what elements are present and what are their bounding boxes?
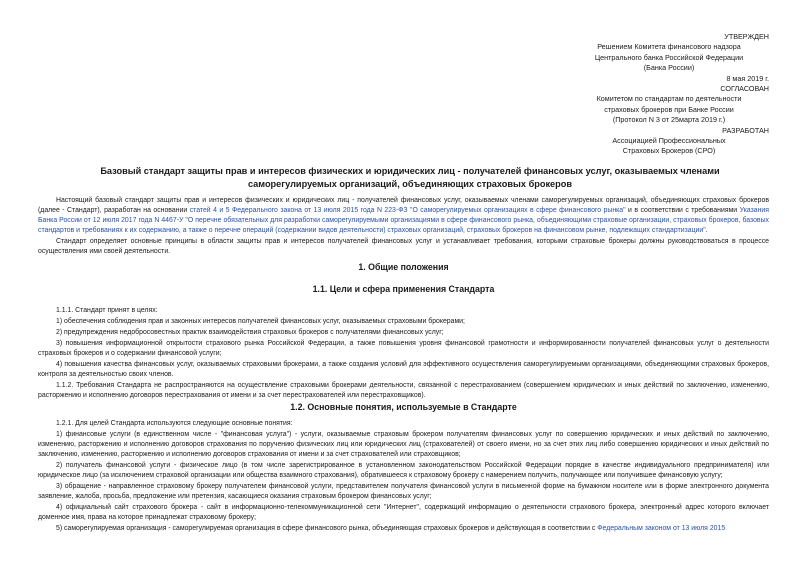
document-title: Базовый стандарт защиты прав и интересов физических и юридических лиц - получателей финансовых услуг, оказываемых членами саморегулируемых организаций, объединяющих страховых брокеров [100,166,720,189]
list-item: 1.1.1. Стандарт принят в целях: [56,306,158,314]
subsection-heading: 1.1. Цели и сфера применения Стандарта [312,283,495,294]
approval-line: страховых брокеров при Банке России [604,104,734,114]
subsection-heading: 1.2. Основные понятия, используемые в Стандарте [290,401,517,412]
approval-line: (Протокол N 3 от 25марта 2019 г.) [612,115,726,125]
approval-line: Центрального банка Российской Федерации [594,52,744,62]
approval-line: Решением Комитета финансового надзора [597,42,741,52]
list-item: 1) финансовые услуги (в единственном числе - "финансовая услуга") - услуги, оказываемые страховым брокером получателям финансовых услуг по совершению юридических и иных действий по заключению, изменению, расторжению и исполнению договоров страхования по поручению физических лиц или юридических лиц (страхователей) от своего имени, но за счет этих лиц либо совершению юридических и иных действий по заключению, изменению, расторжению и исполнению договоров страхования от имени и за счет страхователей или страховщиков; [38,431,769,458]
document-body [38,196,769,535]
list-item: 1.2.1. Для целей Стандарта используются следующие основные понятия: [56,419,293,427]
approval-line: 8 мая 2019 г. [726,73,769,83]
intro-text: Настоящий базовый стандарт защиты прав и интересов физических и юридических лиц - получателей финансовых услуг, оказываемых членами саморегулируемых организаций, объединяющих страховых брокеров (далее - Стандарт), разработан на основании [38,197,769,214]
list-item: 2) предупреждения недобросовестных практик взаимодействия страховых брокеров с получателями финансовых услуг; [56,328,444,336]
intro-text: и в соответствии с требованиями [625,206,740,214]
approval-line: Ассоциацией Профессиональных [612,136,726,146]
list-item [38,524,769,534]
law-link[interactable]: статей 4 и 5 Федерального закона от 13 июля 2015 года N 223-ФЗ "О саморегулируемых организациях в сфере финансового рынка" [189,206,626,214]
list-item: 3) повышения информационной открытости страхового рынка Российской Федерации, а также повышения уровня финансовой грамотности и информированности получателей финансовых услуг о деятельности страховых брокеров и о содержании финансовой услуги; [38,339,769,357]
approval-line: СОГЛАСОВАН [720,84,769,94]
approval-line: Комитетом по стандартам по деятельности [596,94,742,104]
intro-paragraph [38,196,769,236]
approval-line: УТВЕРЖДЕН [724,32,769,41]
approval-line: (Банка России) [643,63,695,73]
list-item-text: 5) саморегулируемая организация - саморегулируемая организация в сфере финансового рынка, объединяющая страховых брокеров и действующая в соответствии с [56,524,598,532]
list-item: 4) официальный сайт страхового брокера - сайт в информационно-телекоммуникационной сети "Интернет", содержащий информацию о деятельности страхового брокера, электронный адрес которого включает доменное имя, права на которое принадлежат страховому брокеру; [38,503,769,521]
approval-line: Страховых Брокеров (СРО) [622,146,716,156]
federal-law-link[interactable]: Федеральным законом от 13 июля 2015 [597,524,726,532]
list-item: 2) получатель финансовой услуги - физическое лицо (в том числе зарегистрированное в установленном законодательством Российской Федерации порядке в качестве индивидуального предпринимателя) или юридическое лицо (за исключением страховой организации или общества взаимного страхования), обратившееся к страховому брокеру с намерением получить, получающее или получившее финансовую услугу; [38,461,769,479]
intro-paragraph: Стандарт определяет основные принципы в области защиты прав и интересов получателей финансовых услуг и устанавливает требования, которыми страховые брокеры должны руководствоваться в процессе осуществления ими своей деятельности. [38,237,769,255]
approval-line: РАЗРАБОТАН [722,125,769,135]
list-item: 3) обращение - направленное страховому брокеру получателем финансовой услуги, представителем получателя финансовой услуги в письменной форме на бумажном носителе или в форме электронного документа заявление, жалоба, просьба, предложение или претензия, касающиеся оказания страховым брокером финансовых услуг; [38,482,769,500]
directive-link[interactable]: Указания Банка России от 12 июля 2017 года N 4467-У "О перечне обязательных для разработки саморегулируемыми организациями в сфере финансового рынка, объединяющими страховые организации, страховых брокеров, базовых стандартов и требованиях к их содержанию, а также о перечне операций (содержании видов деятельности) страховых организаций, страховых брокеров на финансовом рынке, подлежащих стандартизации" [38,206,769,234]
list-item: 4) повышения качества финансовых услуг, оказываемых страховыми брокерами, а также создания условий для эффективного осуществления саморегулируемыми организациями, объединяющими страховых брокеров, контроля за деятельностью своих членов. [38,360,769,378]
list-item: 1) обеспечения соблюдения прав и законных интересов получателей финансовых услуг, оказываемых страховыми брокерами; [56,317,465,325]
intro-text: . [705,226,708,234]
section-heading: 1. Общие положения [358,261,449,272]
approval-block [569,32,769,157]
list-item: 1.1.2. Требования Стандарта не распространяются на осуществление страховыми брокерами деятельности, связанной с перестрахованием (совершением юридических и иных действий по заключению, изменению, расторжению и исполнению договоров перестрахования от имени и за счет перестрахователей или перестраховщиков). [38,381,769,399]
